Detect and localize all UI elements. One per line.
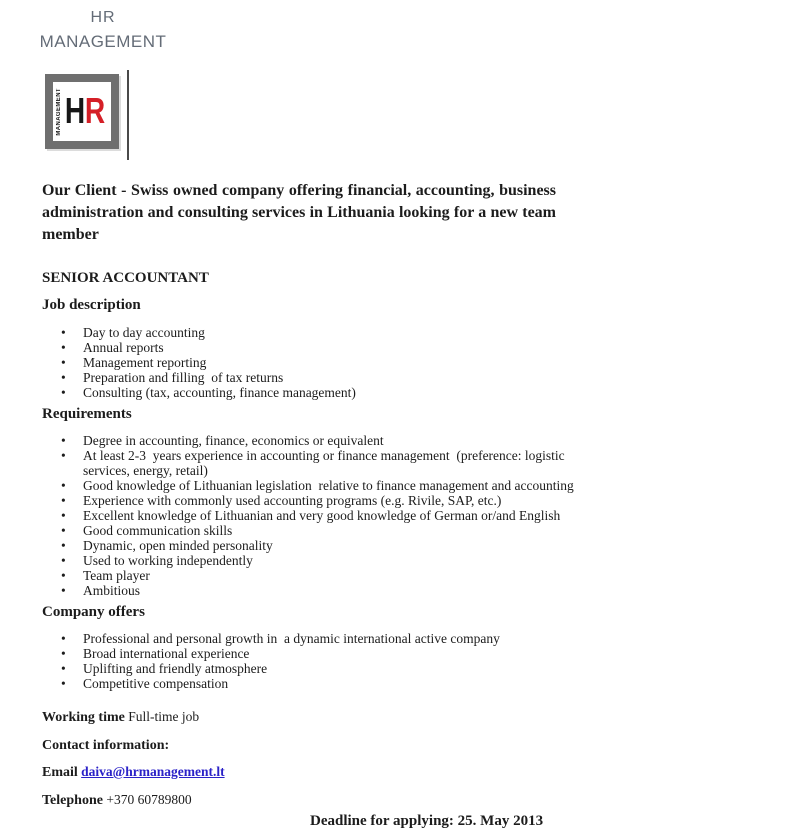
list-item: • Broad international experience <box>83 646 595 661</box>
list-item: • Team player <box>83 568 595 583</box>
job-description-list <box>42 325 595 400</box>
email-link[interactable]: daiva@hrmanagement.lt <box>81 764 225 779</box>
list-item: • Professional and personal growth in a dynamic international active company <box>83 631 595 646</box>
list-item: • At least 2-3 years experience in accounting or finance management (preference: logistic services, energy, retail) <box>83 448 595 478</box>
list-item: • Good knowledge of Lithuanian legislation relative to finance management and accounting <box>83 478 595 493</box>
logo-row <box>42 74 760 154</box>
email-label: Email <box>42 765 78 780</box>
brand-line-1: HR <box>90 9 116 26</box>
telephone-label: Telephone <box>42 793 103 808</box>
logo-letter-h: H <box>64 90 86 132</box>
list-item: • Good communication skills <box>83 523 595 538</box>
list-item: • Experience with commonly used accounting programs (e.g. Rivile, SAP, etc.) <box>83 493 595 508</box>
telephone-line <box>42 791 760 809</box>
list-item: • Degree in accounting, finance, economics or equivalent <box>83 433 595 448</box>
working-time-line <box>42 708 760 726</box>
brand-wordmark <box>28 6 178 54</box>
telephone-value: +370 60789800 <box>106 792 192 807</box>
list-item: • Management reporting <box>83 355 595 370</box>
intro-paragraph: Our Client - Swiss owned company offering financial, accounting, business administration and consulting services in Lithuania looking for a new team member <box>42 182 556 243</box>
list-item: • Day to day accounting <box>83 325 595 340</box>
section-heading-job-description: Job description <box>42 297 141 313</box>
company-logo <box>45 74 119 149</box>
list-item: • Preparation and filling of tax returns <box>83 370 595 385</box>
list-item: • Ambitious <box>83 583 595 598</box>
list-item: • Competitive compensation <box>83 676 595 691</box>
brand-line-2: MANAGEMENT <box>39 32 167 51</box>
contact-information-heading: Contact information: <box>42 738 170 753</box>
logo-vertical-text: MANAGEMENT <box>56 87 62 136</box>
logo-monogram <box>56 88 108 136</box>
section-heading-company-offers: Company offers <box>42 604 145 620</box>
list-item: • Consulting (tax, accounting, finance management) <box>83 385 595 400</box>
company-offers-list <box>42 631 595 691</box>
list-item: • Dynamic, open minded personality <box>83 538 595 553</box>
deadline-text: Deadline for applying: 25. May 2013 <box>310 813 544 829</box>
logo-divider-line <box>127 70 129 160</box>
list-item: • Excellent knowledge of Lithuanian and very good knowledge of German or/and English <box>83 508 595 523</box>
section-heading-requirements: Requirements <box>42 406 132 422</box>
email-line <box>42 763 760 781</box>
job-title: SENIOR ACCOUNTANT <box>42 270 209 286</box>
working-time-label: Working time <box>42 710 125 725</box>
requirements-list <box>42 433 595 598</box>
working-time-value: Full-time job <box>128 709 200 724</box>
list-item: • Uplifting and friendly atmosphere <box>83 661 595 676</box>
list-item: • Used to working independently <box>83 553 595 568</box>
list-item: • Annual reports <box>83 340 595 355</box>
logo-letter-r: R <box>84 90 106 132</box>
